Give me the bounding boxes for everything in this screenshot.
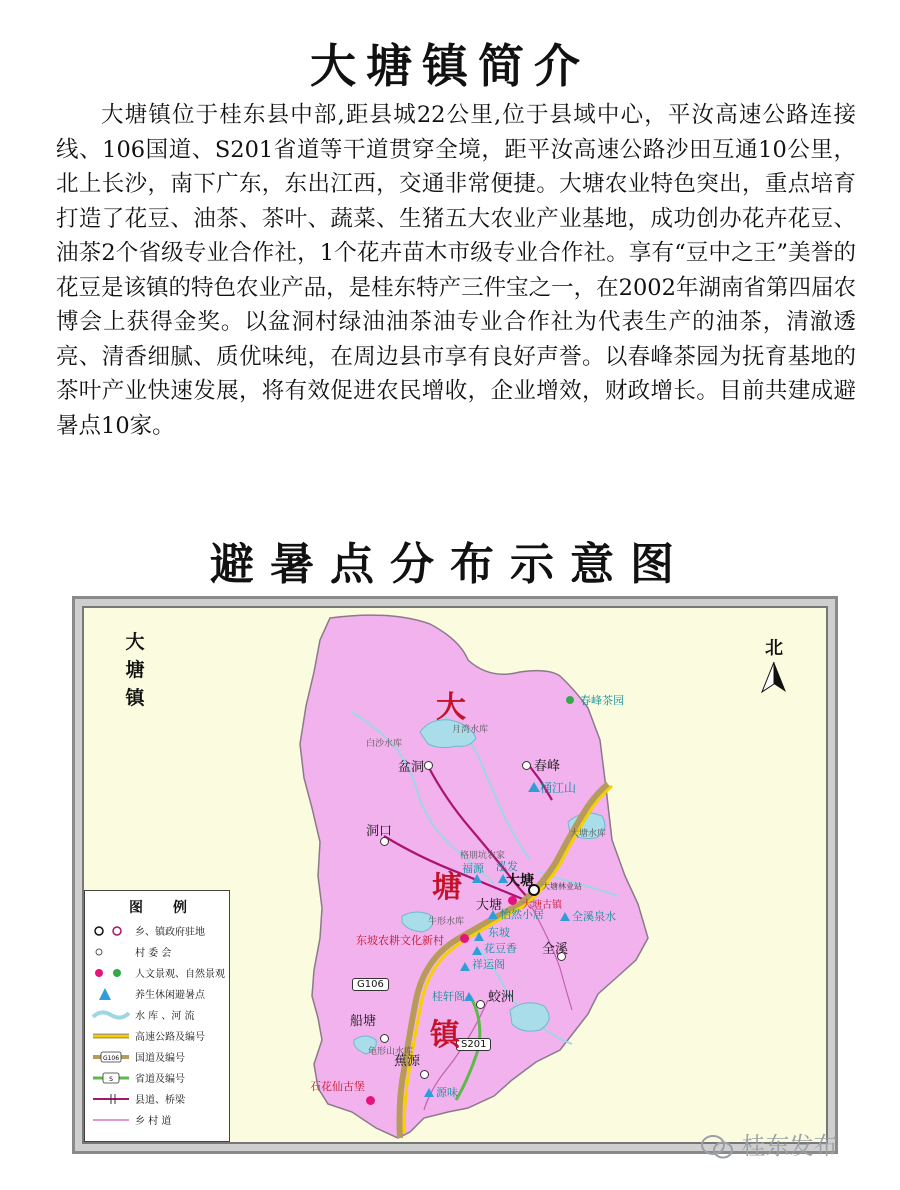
legend-national-tag: G106 [102, 1055, 120, 1062]
legend-row-town: 乡、镇政府驻地 [91, 921, 227, 941]
scenic-marker-datang-old [508, 896, 517, 905]
resort-marker-tongjiang [528, 782, 540, 792]
resort-label-jiapeng: 格朋坑农家 [460, 851, 506, 861]
legend-title: 图例 [129, 900, 217, 916]
village-marker-pendong [424, 761, 433, 770]
provincial-road-icon [91, 1070, 131, 1086]
reservoir-label-datang: 大塘水库 [570, 829, 607, 839]
scenic-label-datang-old: 大塘古镇 [522, 900, 562, 911]
resort-triangle-icon [91, 986, 131, 1002]
resort-label-guixuan: 桂轩阁 [432, 990, 465, 1003]
resort-marker-guixuan [464, 992, 474, 1001]
resort-marker-yiran [488, 910, 498, 919]
village-road-icon [91, 1112, 131, 1128]
resort-label-fuyuan: 福源 [462, 862, 484, 875]
town-seat-icon [91, 923, 131, 939]
village-marker-chuantang [380, 1034, 389, 1043]
village-marker-chunfeng [522, 761, 531, 770]
reservoir-label-niuxing: 牛形水库 [428, 917, 465, 927]
reservoir-label-guixiang: 龟形山水库 [368, 1047, 414, 1057]
resort-label-tongjiang: 桶江山 [540, 781, 577, 795]
town-seat-label: 大塘 [506, 873, 534, 889]
resort-label-quanxi-spring: 全溪泉水 [572, 910, 616, 923]
legend-row-provincial: S 省道及编号 [91, 1068, 227, 1088]
scenic-marker-dongpo [460, 934, 469, 943]
town-name-char-2: 塘 [432, 870, 462, 905]
resort-label-dongpo: 东坡 [488, 926, 510, 939]
resort-marker-hongfa [498, 874, 508, 883]
resort-marker-quanxi-spring [560, 912, 570, 921]
county-road-icon [91, 1091, 131, 1107]
watermark-text: 桂东发布 [741, 1132, 838, 1160]
legend-row-county: 县道、桥梁 [91, 1089, 227, 1109]
village-marker-jiaoyuan [420, 1070, 429, 1079]
scenic-label-chunfeng-garden: 春峰茶园 [580, 694, 624, 707]
s201-tag: S201 [456, 1038, 491, 1051]
wechat-icon [700, 1134, 734, 1160]
page-title: 大塘镇简介 [310, 39, 590, 93]
scenic-icon [91, 965, 131, 981]
scenic-label-dongpo: 东坡农耕文化新村 [356, 934, 444, 947]
village-label-chunfeng: 春峰 [534, 759, 561, 774]
scenic-marker-chunfeng-garden [566, 696, 574, 704]
town-name-char-3: 镇 [430, 1018, 460, 1053]
map-side-label: 大 塘 镇 [125, 631, 145, 709]
resort-marker-xiangyun [460, 962, 470, 971]
water-icon [91, 1007, 131, 1023]
village-label-datang-south: 大塘 [476, 898, 503, 913]
map-legend [84, 890, 230, 1142]
national-road-icon [91, 1049, 131, 1065]
village-label-jiaoyuan: 蕉源 [394, 1054, 421, 1069]
resort-label-yuanwei: 源味 [436, 1086, 458, 1099]
intro-paragraph: 大塘镇位于桂东县中部,距县城22公里,位于县域中心，平汝高速公路连接线、106国道、S201省道等干道贯穿全境，距平汝高速公路沙田互通10公里，北上长沙，南下广东，东出江西，交通非常便捷。大塘农业特色突出，重点培育打造了花豆、油茶、茶叶、蔬菜、生猪五大农业产业基地，成功创办花卉花豆、油茶2个省级专业合作社，1个花卉苗木市级专业合作社。享有“豆中之王”美誉的花豆是该镇的特色农业产品，是桂东特产三件宝之一，在2002年湖南省第四届农博会上获得金奖。以盆洞村绿油油茶油专业合作社为代表生产的油茶，清澈透亮、清香细腻、质优味纯，在周边县市享有良好声誉。以春峰茶园为抚育基地的茶叶产业快速发展，将有效促进农民增收，企业增效，财政增长。目前共建成避暑点10家。 [56, 102, 856, 439]
resort-marker-yuanwei [424, 1088, 434, 1097]
north-arrow [756, 634, 792, 698]
village-marker-jiaozhou [476, 1000, 485, 1009]
legend-row-village: 村 委 会 [91, 942, 227, 962]
legend-row-water: 水 库 、河 流 [91, 1005, 227, 1025]
resort-marker-dongpo [474, 932, 484, 941]
legend-row-expressway: 高速公路及编号 [91, 1026, 227, 1046]
scenic-label-forest-station: 大塘林业站 [542, 882, 582, 891]
resort-marker-huadou [472, 946, 482, 955]
scenic-marker-shihua [366, 1096, 375, 1105]
resort-marker-fuyuan [472, 874, 482, 883]
scenic-label-shihua: 石花仙古堡 [310, 1080, 365, 1093]
village-label-pendong: 盆洞 [398, 760, 425, 775]
reservoir-label-yuewan: 月湾水库 [452, 725, 489, 735]
legend-row-national: G106 国道及编号 [91, 1047, 227, 1067]
legend-row-scenic: 人文景观、自然景观 [91, 963, 227, 983]
village-label-chuantang: 船塘 [350, 1014, 377, 1029]
reservoir-label-baisha: 白沙水库 [366, 739, 403, 749]
legend-provincial-tag: S [109, 1076, 113, 1083]
resort-label-xiangyun: 祥运阁 [472, 958, 505, 971]
village-label-jiaozhou: 蛟洲 [488, 990, 515, 1005]
village-label-quanxi: 全溪 [542, 942, 569, 957]
g106-tag: G106 [352, 978, 389, 991]
north-label: 北 [765, 638, 783, 659]
village-label-dongkou: 洞口 [366, 824, 393, 839]
watermark [700, 1126, 838, 1161]
map-title: 避暑点分布示意图 [210, 539, 690, 590]
resort-label-huadou: 花豆香 [484, 942, 517, 955]
north-arrow-icon [756, 660, 792, 694]
resort-label-hongfa: 泓发 [496, 860, 518, 873]
legend-row-resort: 养生休闲避暑点 [91, 984, 227, 1004]
legend-row-village-road: 乡 村 道 [91, 1110, 227, 1130]
expressway-icon [91, 1028, 131, 1044]
village-icon [91, 944, 131, 960]
town-name-char-1: 大 [436, 690, 466, 725]
resort-label-yiran: 怡然小居 [500, 908, 544, 921]
